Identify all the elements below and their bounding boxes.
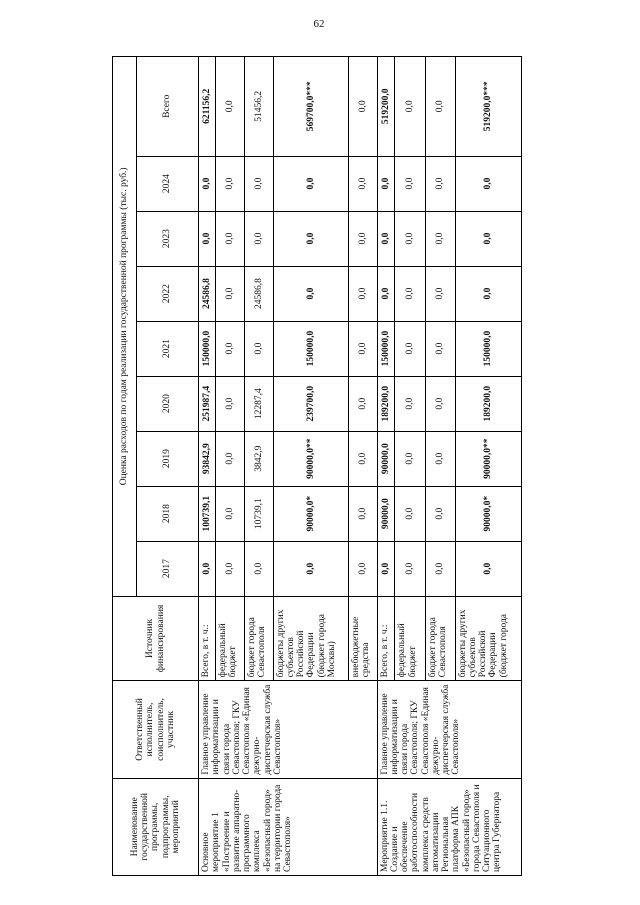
year-value: 0,0 <box>395 376 425 431</box>
year-value: 0,0 <box>216 156 245 211</box>
table-body <box>199 57 522 876</box>
year-value: 0,0 <box>395 541 425 596</box>
responsible-executor: Главное управление информатизации и связи города Севастополя; ГКУ Севастополя «Единая дежурно-диспетчерская служба Севастополя» <box>199 681 378 778</box>
total-value: 569700,0*** <box>273 57 348 157</box>
header-year: 2022 <box>137 266 199 321</box>
year-value: 0,0 <box>348 266 377 321</box>
year-value: 0,0 <box>216 266 245 321</box>
funding-table <box>112 56 522 876</box>
year-value: 0,0 <box>395 266 425 321</box>
year-value: 12287,4 <box>244 376 273 431</box>
year-value: 0,0 <box>395 321 425 376</box>
year-value: 0,0 <box>377 156 395 211</box>
year-value: 0,0 <box>425 266 455 321</box>
year-value: 150000,0 <box>199 321 216 376</box>
total-value: 0,0 <box>216 57 245 157</box>
year-value: 189200,0 <box>377 376 395 431</box>
year-value: 0,0 <box>377 541 395 596</box>
header-source: Источник финансирования <box>113 596 199 681</box>
year-value: 0,0 <box>348 486 377 541</box>
year-value: 0,0 <box>455 211 521 266</box>
rotated-sheet <box>112 56 522 876</box>
header-estimate: Оценка расходов по годам реализации государственной программы (тыс. руб.) <box>113 57 137 597</box>
total-value: 0,0 <box>348 57 377 157</box>
total-value: 0,0 <box>425 57 455 157</box>
year-value: 0,0 <box>425 376 455 431</box>
year-value: 90000,0* <box>273 486 348 541</box>
funding-source: внебюджетные средства <box>348 596 377 681</box>
year-value: 0,0 <box>199 541 216 596</box>
year-value: 0,0 <box>273 266 348 321</box>
year-value: 0,0 <box>377 266 395 321</box>
year-value: 0,0 <box>244 541 273 596</box>
year-value: 0,0 <box>216 211 245 266</box>
header-year: 2019 <box>137 431 199 486</box>
year-value: 0,0 <box>216 431 245 486</box>
total-value: 621156,2 <box>199 57 216 157</box>
total-value: 0,0 <box>395 57 425 157</box>
year-value: 90000,0 <box>377 486 395 541</box>
header-year: 2024 <box>137 156 199 211</box>
year-value: 0,0 <box>216 486 245 541</box>
year-value: 0,0 <box>348 211 377 266</box>
year-value: 150000,0 <box>377 321 395 376</box>
table-row <box>199 57 216 876</box>
year-value: 90000,0** <box>273 431 348 486</box>
year-value: 24586,8 <box>244 266 273 321</box>
measure-name: Мероприятие 1.1. Создание и обеспечение работоспособности комплекса средств автоматизации Региональная платформа АПК «Безопасный город» города Севастополя и Ситуационного центра Губернатора <box>377 778 521 875</box>
measure-name: Основное мероприятие 1 «Построение и развитие аппаратно-программного комплекса «Безопасный город» на территории города Севастополя» <box>199 778 378 875</box>
header-year: 2020 <box>137 376 199 431</box>
year-value: 0,0 <box>348 541 377 596</box>
funding-source: федеральный бюджет <box>216 596 245 681</box>
year-value: 90000,0** <box>455 431 521 486</box>
total-value: 519200,0 <box>377 57 395 157</box>
year-value: 0,0 <box>244 321 273 376</box>
year-value: 0,0 <box>455 156 521 211</box>
funding-source: бюджеты других субъектов Российской Федерации (бюджет города Москвы) <box>273 596 348 681</box>
year-value: 24586,8 <box>199 266 216 321</box>
year-value: 0,0 <box>425 431 455 486</box>
year-value: 0,0 <box>425 211 455 266</box>
year-value: 0,0 <box>425 541 455 596</box>
header-year: 2021 <box>137 321 199 376</box>
year-value: 0,0 <box>273 156 348 211</box>
header-total: Всего <box>137 57 199 157</box>
year-value: 0,0 <box>425 156 455 211</box>
year-value: 189200,0 <box>455 376 521 431</box>
funding-source: бюджет города Севастополя <box>425 596 455 681</box>
year-value: 0,0 <box>425 486 455 541</box>
year-value: 100739,1 <box>199 486 216 541</box>
year-value: 0,0 <box>455 266 521 321</box>
funding-source: бюджет города Севастополя <box>244 596 273 681</box>
year-value: 3842,9 <box>244 431 273 486</box>
year-value: 0,0 <box>377 211 395 266</box>
year-value: 90000,0* <box>455 486 521 541</box>
year-value: 0,0 <box>216 321 245 376</box>
total-value: 519200,0*** <box>455 57 521 157</box>
year-value: 150000,0 <box>455 321 521 376</box>
table-row <box>377 57 395 876</box>
year-value: 0,0 <box>244 156 273 211</box>
responsible-executor: Главное управление информатизации и связи города Севастополя; ГКУ Севастополя «Единая дежурно-диспетчерская служба Севастополя» <box>377 681 521 778</box>
page-number: 62 <box>313 18 325 30</box>
year-value: 0,0 <box>395 486 425 541</box>
year-value: 0,0 <box>273 211 348 266</box>
header-year: 2018 <box>137 486 199 541</box>
year-value: 0,0 <box>216 541 245 596</box>
year-value: 251987,4 <box>199 376 216 431</box>
funding-source: федеральный бюджет <box>395 596 425 681</box>
year-value: 0,0 <box>348 321 377 376</box>
year-value: 0,0 <box>395 431 425 486</box>
year-value: 0,0 <box>244 211 273 266</box>
year-value: 0,0 <box>395 156 425 211</box>
year-value: 239700,0 <box>273 376 348 431</box>
total-value: 51456,2 <box>244 57 273 157</box>
year-value: 93842,9 <box>199 431 216 486</box>
funding-source: Всего, в т. ч.: <box>377 596 395 681</box>
year-value: 0,0 <box>395 211 425 266</box>
year-value: 0,0 <box>348 376 377 431</box>
funding-source: бюджеты других субъектов Российской Федерации (бюджет города <box>455 596 521 681</box>
year-value: 0,0 <box>273 541 348 596</box>
header-responsible: Ответственный исполнитель, соисполнитель, участник <box>113 681 199 778</box>
header-name: Наименование государственной программы, подпрограммы, мероприятий <box>113 778 199 875</box>
rotated-table-wrapper <box>112 56 522 876</box>
header-year: 2017 <box>137 541 199 596</box>
year-value: 0,0 <box>199 211 216 266</box>
year-value: 10739,1 <box>244 486 273 541</box>
year-value: 0,0 <box>425 321 455 376</box>
year-value: 90000,0 <box>377 431 395 486</box>
year-value: 0,0 <box>348 431 377 486</box>
funding-source: Всего, в т. ч.: <box>199 596 216 681</box>
year-value: 0,0 <box>455 541 521 596</box>
year-value: 0,0 <box>216 376 245 431</box>
header-year: 2023 <box>137 211 199 266</box>
year-value: 0,0 <box>199 156 216 211</box>
year-value: 0,0 <box>348 156 377 211</box>
year-value: 150000,0 <box>273 321 348 376</box>
